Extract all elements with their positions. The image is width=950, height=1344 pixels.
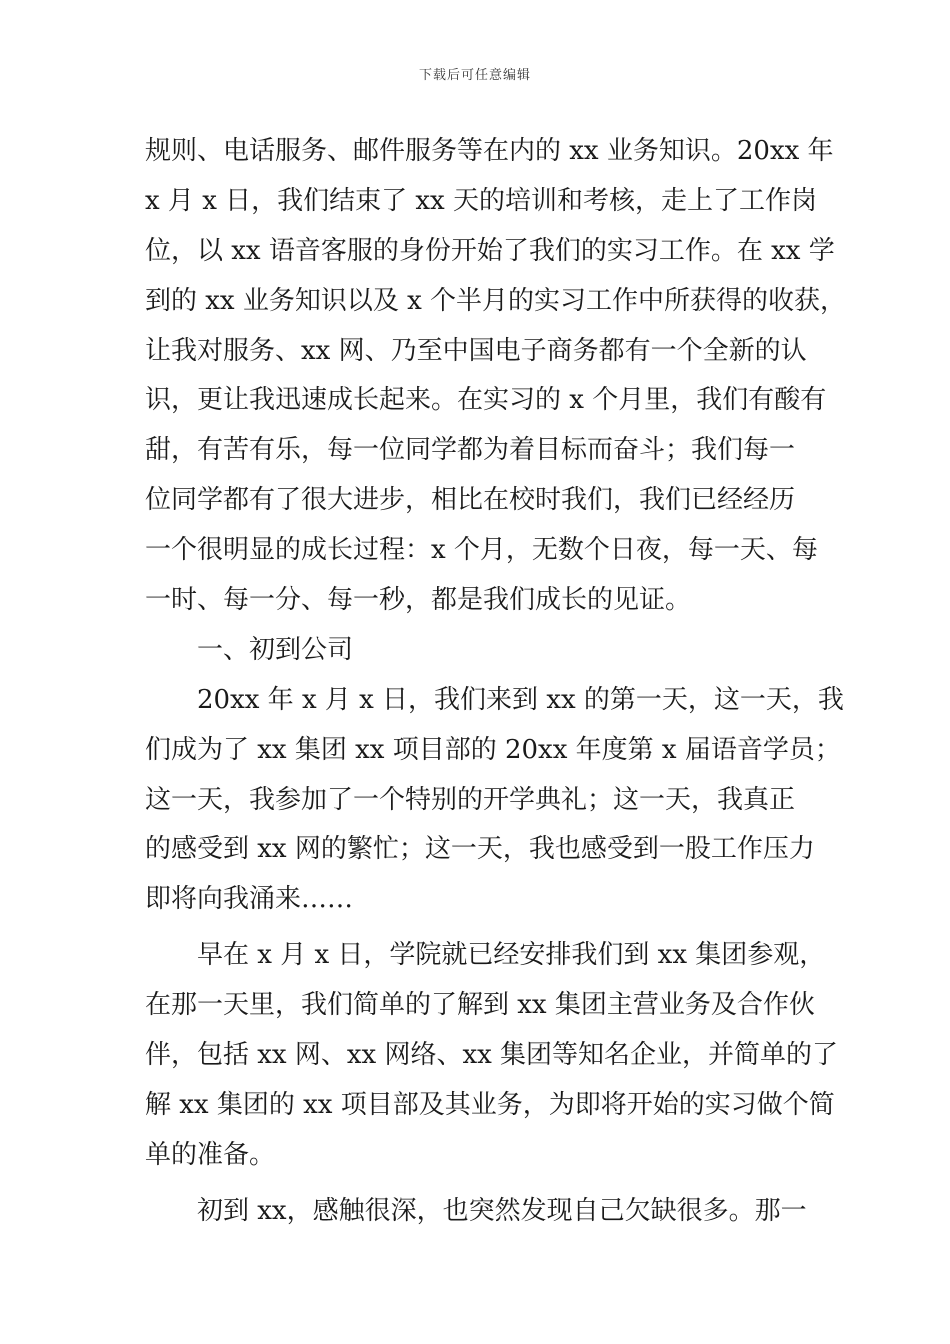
text-line: 们成为了 xx 集团 xx 项目部的 20xx 年度第 x 届语音学员； xyxy=(145,734,841,765)
text-line: 识，更让我迅速成长起来。在实习的 x 个月里，我们有酸有 xyxy=(145,385,827,416)
section-heading: 一、初到公司 xyxy=(197,634,354,665)
text-line: x 月 x 日，我们结束了 xx 天的培训和考核，走上了工作岗 xyxy=(145,185,817,216)
paragraph-1 xyxy=(145,127,847,626)
text-line: 伴，包括 xx 网、xx 网络、xx 集团等知名企业，并简单的了 xyxy=(145,1040,839,1071)
text-line: 到的 xx 业务知识以及 x 个半月的实习工作中所获得的收获， xyxy=(145,285,847,316)
text-line: 位，以 xx 语音客服的身份开始了我们的实习工作。在 xx 学 xyxy=(145,235,835,266)
text-line: 单的准备。 xyxy=(145,1139,276,1170)
text-line: 规则、电话服务、邮件服务等在内的 xx 业务知识。20xx 年 xyxy=(145,136,834,166)
text-line: 的感受到 xx 网的繁忙；这一天，我也感受到一股工作压力 xyxy=(145,834,815,865)
text-line: 解 xx 集团的 xx 项目部及其业务，为即将开始的实习做个简 xyxy=(145,1089,835,1120)
text-line: 即将向我涌来…… xyxy=(145,884,354,915)
paragraph-3 xyxy=(145,931,839,1180)
text-line: 一时、每一分、每一秒，都是我们成长的见证。 xyxy=(145,585,692,616)
text-line: 让我对服务、xx 网、乃至中国电子商务都有一个全新的认 xyxy=(145,335,807,366)
page-header: 下载后可任意编辑 xyxy=(418,68,531,83)
paragraph-2 xyxy=(145,676,844,925)
text-line: 这一天，我参加了一个特别的开学典礼；这一天，我真正 xyxy=(145,784,796,815)
text-line: 20xx 年 x 月 x 日，我们来到 xx 的第一天，这一天，我 xyxy=(197,684,844,715)
text-line: 位同学都有了很大进步，相比在校时我们，我们已经经历 xyxy=(145,485,796,516)
text-line: 在那一天里，我们简单的了解到 xx 集团主营业务及合作伙 xyxy=(145,990,815,1021)
paragraph-4 xyxy=(145,1187,809,1237)
document-body xyxy=(145,127,847,1237)
text-line: 初到 xx，感触很深，也突然发现自己欠缺很多。那一 xyxy=(197,1195,807,1226)
text-line: 一个很明显的成长过程：x 个月，无数个日夜，每一天、每 xyxy=(145,535,818,566)
text-line: 早在 x 月 x 日，学院就已经安排我们到 xx 集团参观， xyxy=(197,940,826,971)
text-line: 甜，有苦有乐，每一位同学都为着目标而奋斗；我们每一 xyxy=(145,435,796,466)
